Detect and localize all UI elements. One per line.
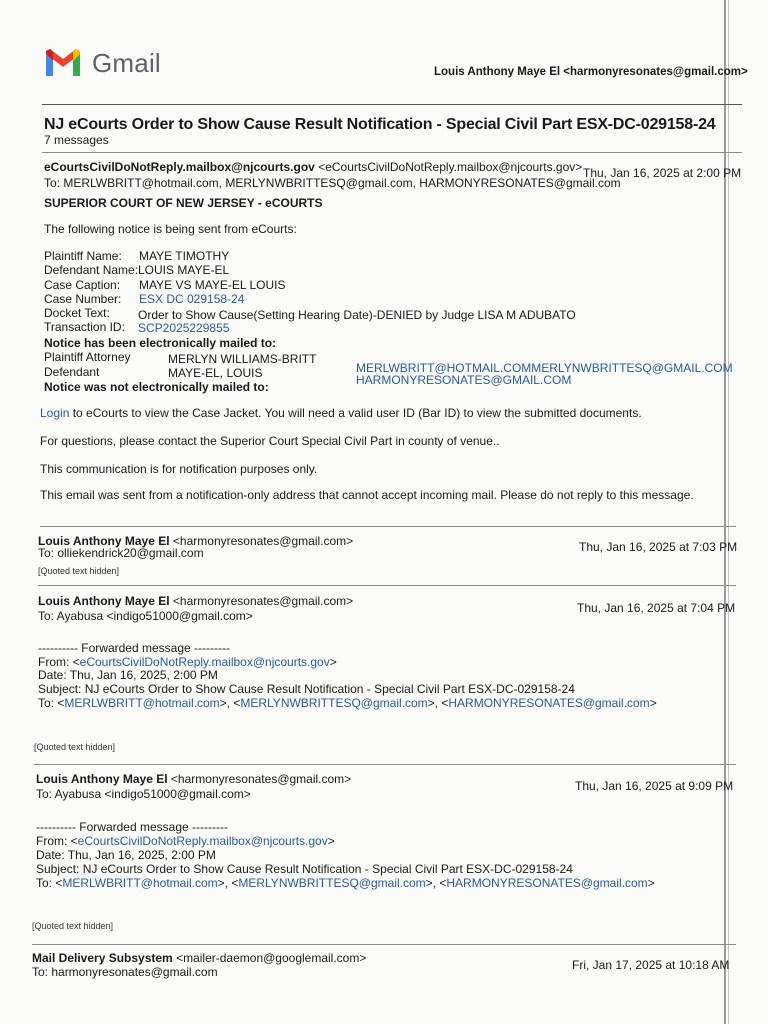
notice-intro: The following notice is being sent from eCourts:: [44, 222, 297, 236]
to-sep: >, <: [217, 876, 239, 890]
forwarded-to: [36, 876, 655, 890]
to-link-1[interactable]: MERLWBRITT@hotmail.com: [62, 876, 218, 890]
message-sender: [38, 594, 353, 608]
quoted-text-toggle[interactable]: [Quoted text hidden]: [38, 566, 120, 576]
attorney-label: Plaintiff Attorney: [44, 350, 131, 364]
quoted-text-toggle[interactable]: [Quoted text hidden]: [34, 742, 116, 752]
forwarded-subject: Subject: NJ eCourts Order to Show Cause Result Notification - Special Civil Part ESX-DC-029158-24: [38, 682, 575, 696]
divider: [40, 526, 736, 527]
attorney-email-link[interactable]: MERLWBRITT@HOTMAIL.COMMERLYNWBRITTESQ@GMAIL.COM: [356, 361, 733, 375]
notification-text: This communication is for notification purposes only.: [40, 462, 318, 476]
forwarded-date: Date: Thu, Jan 16, 2025, 2:00 PM: [38, 668, 218, 682]
to-link-3[interactable]: HARMONYRESONATES@gmail.com: [448, 696, 650, 710]
from-label: From: <: [36, 834, 78, 848]
sender-address: <harmonyresonates@gmail.com>: [170, 772, 352, 786]
quoted-text-toggle[interactable]: [Quoted text hidden]: [32, 921, 114, 931]
sender-name: Louis Anthony Maye El: [36, 772, 168, 786]
gmail-logo: [44, 46, 174, 82]
to-link-2[interactable]: MERLYNWBRITTESQ@gmail.com: [240, 696, 428, 710]
plaintiff-value: MAYE TIMOTHY: [139, 249, 230, 263]
from-end: >: [327, 834, 335, 848]
to-link-3[interactable]: HARMONYRESONATES@gmail.com: [446, 876, 648, 890]
defendant-name: MAYE-EL, LOUIS: [168, 366, 263, 380]
questions-text: For questions, please contact the Superior Court Special Civil Part in county of venue..: [40, 434, 500, 448]
login-text: to eCourts to view the Case Jacket. You will need a valid user ID (Bar ID) to view the submitted documents.: [69, 406, 642, 420]
forwarded-to: [38, 696, 657, 710]
forwarded-header: ---------- Forwarded message ---------: [36, 820, 228, 834]
sender-name: Louis Anthony Maye El: [38, 594, 170, 608]
defendant-email-link[interactable]: HARMONYRESONATES@GMAIL.COM: [356, 373, 572, 387]
from-label: From: <: [38, 655, 80, 669]
divider: [34, 764, 736, 765]
gmail-m-icon: [44, 48, 82, 78]
forwarded-header: ---------- Forwarded message ---------: [38, 641, 230, 655]
message-date: Thu, Jan 16, 2025 at 7:03 PM: [579, 540, 738, 554]
from-end: >: [329, 655, 337, 669]
message-date: Thu, Jan 16, 2025 at 2:00 PM: [583, 166, 742, 180]
transaction-link[interactable]: SCP2025229855: [138, 321, 230, 335]
docket-value: Order to Show Cause(Setting Hearing Date)-DENIED by Judge LISA M ADUBATO: [138, 308, 576, 322]
to-sep: >, <: [427, 696, 449, 710]
noreply-text: This email was sent from a notification-only address that cannot accept incoming mail. Please do not reply to this message.: [40, 488, 694, 502]
caption-label: Case Caption:: [44, 278, 121, 292]
plaintiff-label: Plaintiff Name:: [44, 249, 122, 263]
to-link-1[interactable]: MERLWBRITT@hotmail.com: [64, 696, 220, 710]
divider: [42, 152, 742, 153]
to-sep: >, <: [425, 876, 447, 890]
message-sender: [36, 772, 351, 786]
forwarded-subject: Subject: NJ eCourts Order to Show Cause Result Notification - Special Civil Part ESX-DC-029158-24: [36, 862, 573, 876]
sender-name: Mail Delivery Subsystem: [32, 951, 173, 965]
message-sender: [44, 160, 582, 174]
transaction-label: Transaction ID:: [44, 320, 125, 334]
message-recipients: To: Ayabusa <indigo51000@gmail.com>: [36, 787, 251, 801]
message-recipients: To: Ayabusa <indigo51000@gmail.com>: [38, 609, 253, 623]
message-recipients: To: harmonyresonates@gmail.com: [32, 965, 218, 979]
message-date: Thu, Jan 16, 2025 at 7:04 PM: [577, 601, 736, 615]
caption-value: MAYE VS MAYE-EL LOUIS: [139, 278, 286, 292]
message-sender: [32, 951, 366, 965]
docket-label: Docket Text:: [44, 306, 110, 320]
page-edge-bar-2: [728, 0, 729, 1024]
divider: [38, 585, 736, 586]
forwarded-date: Date: Thu, Jan 16, 2025, 2:00 PM: [36, 848, 216, 862]
login-paragraph: [40, 406, 642, 420]
defendant-role-label: Defendant: [44, 365, 100, 379]
account-label: Louis Anthony Maye El <harmonyresonates@gmail.com>: [434, 66, 748, 78]
divider: [42, 104, 742, 105]
attorney-name: MERLYN WILLIAMS-BRITT: [168, 352, 317, 366]
message-recipients: To: olliekendrick20@gmail.com: [38, 546, 204, 560]
sender-address: <eCourtsCivilDoNotReply.mailbox@njcourts.gov>: [318, 160, 583, 174]
defendant-value: LOUIS MAYE-EL: [138, 263, 230, 277]
message-recipients: To: MERLWBRITT@hotmail.com, MERLYNWBRITTESQ@gmail.com, HARMONYRESONATES@gmail.com: [44, 176, 621, 190]
login-link[interactable]: Login: [40, 406, 70, 420]
gmail-wordmark: Gmail: [92, 48, 161, 78]
sender-name: eCourtsCivilDoNotReply.mailbox@njcourts.gov: [44, 160, 315, 174]
thread-subject: NJ eCourts Order to Show Cause Result Notification - Special Civil Part ESX-DC-029158-24: [44, 116, 716, 133]
case-number-label: Case Number:: [44, 292, 122, 306]
forwarded-from: [38, 655, 337, 669]
sender-address: <harmonyresonates@gmail.com>: [172, 594, 354, 608]
forwarded-from: [36, 834, 335, 848]
sender-address: <mailer-daemon@googlemail.com>: [176, 951, 367, 965]
defendant-label: Defendant Name:: [44, 263, 139, 277]
court-heading: SUPERIOR COURT OF NEW JERSEY - eCOURTS: [44, 196, 323, 210]
case-number-link[interactable]: ESX DC 029158-24: [139, 292, 245, 306]
message-count: 7 messages: [44, 133, 109, 147]
sender-address: <harmonyresonates@gmail.com>: [172, 534, 354, 548]
divider: [32, 944, 736, 945]
to-label: To: <: [36, 876, 63, 890]
to-sep: >, <: [219, 696, 241, 710]
message-date: Thu, Jan 16, 2025 at 9:09 PM: [575, 779, 734, 793]
to-link-2[interactable]: MERLYNWBRITTESQ@gmail.com: [238, 876, 426, 890]
from-link[interactable]: eCourtsCivilDoNotReply.mailbox@njcourts.gov: [79, 655, 330, 669]
sender-name: Louis Anthony Maye El: [38, 534, 170, 548]
mailed-heading: Notice has been electronically mailed to:: [44, 336, 277, 350]
message-date: Fri, Jan 17, 2025 at 10:18 AM: [572, 958, 730, 972]
to-end: >: [649, 696, 657, 710]
to-label: To: <: [38, 696, 65, 710]
to-end: >: [647, 876, 655, 890]
from-link[interactable]: eCourtsCivilDoNotReply.mailbox@njcourts.gov: [77, 834, 328, 848]
page-edge-bar: [724, 0, 726, 1024]
not-mailed-heading: Notice was not electronically mailed to:: [44, 380, 269, 394]
